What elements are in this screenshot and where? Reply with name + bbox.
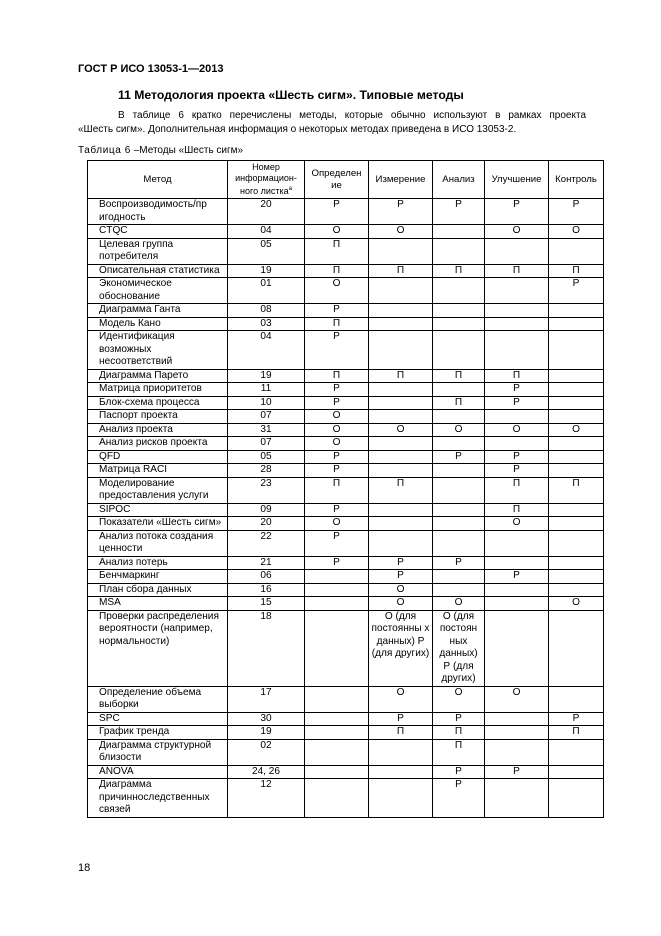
cell-control bbox=[549, 583, 604, 597]
col-header-sheet-number bbox=[228, 161, 305, 199]
cell-improve bbox=[485, 278, 549, 304]
cell-measure bbox=[369, 238, 433, 264]
cell-define bbox=[305, 686, 369, 712]
cell-measure bbox=[369, 464, 433, 478]
cell-method: Диаграмма причинноследственных связей bbox=[88, 779, 228, 818]
cell-analyze bbox=[433, 278, 485, 304]
table-row bbox=[88, 450, 604, 464]
cell-define: Р bbox=[305, 464, 369, 478]
cell-measure bbox=[369, 450, 433, 464]
cell-improve: О bbox=[485, 423, 549, 437]
cell-measure bbox=[369, 765, 433, 779]
cell-analyze: О bbox=[433, 597, 485, 611]
col-header-improve: Улучшение bbox=[485, 161, 549, 199]
table-caption bbox=[78, 145, 243, 156]
table-row bbox=[88, 464, 604, 478]
paragraph-line-1: В таблице 6 кратко перечислены методы, которые обычно используют в рамках проекта bbox=[118, 110, 586, 121]
cell-control bbox=[549, 739, 604, 765]
cell-define bbox=[305, 726, 369, 740]
cell-define: О bbox=[305, 437, 369, 451]
cell-improve: О bbox=[485, 686, 549, 712]
cell-analyze bbox=[433, 304, 485, 318]
cell-sheet-number: 04 bbox=[228, 225, 305, 239]
cell-method: Целевая группа потребителя bbox=[88, 238, 228, 264]
cell-control bbox=[549, 437, 604, 451]
cell-method: Модель Кано bbox=[88, 317, 228, 331]
cell-improve bbox=[485, 437, 549, 451]
footnote-marker: a bbox=[288, 186, 292, 192]
cell-method: План сбора данных bbox=[88, 583, 228, 597]
cell-define: Р bbox=[305, 450, 369, 464]
cell-define bbox=[305, 583, 369, 597]
cell-improve: Р bbox=[485, 199, 549, 225]
cell-sheet-number: 01 bbox=[228, 278, 305, 304]
intro-paragraph bbox=[78, 109, 586, 137]
table-row bbox=[88, 410, 604, 424]
cell-method: Диаграмма Парето bbox=[88, 369, 228, 383]
table-caption-text: –Методы «Шесть сигм» bbox=[130, 145, 244, 156]
cell-define: О bbox=[305, 225, 369, 239]
cell-measure bbox=[369, 503, 433, 517]
cell-define: О bbox=[305, 517, 369, 531]
cell-improve: П bbox=[485, 503, 549, 517]
cell-method: ANOVA bbox=[88, 765, 228, 779]
table-row bbox=[88, 583, 604, 597]
methods-table bbox=[87, 160, 604, 818]
cell-sheet-number: 12 bbox=[228, 779, 305, 818]
cell-measure bbox=[369, 278, 433, 304]
section-title: 11 Методология проекта «Шесть сигм». Типовые методы bbox=[118, 88, 464, 102]
cell-improve bbox=[485, 238, 549, 264]
cell-method: Проверки распределения вероятности (например, нормальности) bbox=[88, 610, 228, 686]
cell-control bbox=[549, 369, 604, 383]
cell-sheet-number: 08 bbox=[228, 304, 305, 318]
cell-improve bbox=[485, 779, 549, 818]
cell-analyze bbox=[433, 583, 485, 597]
cell-define bbox=[305, 570, 369, 584]
cell-method: Воспроизводимость/пр игодность bbox=[88, 199, 228, 225]
cell-analyze: Р bbox=[433, 450, 485, 464]
cell-analyze: О (для постоян ных данных) Р (для других) bbox=[433, 610, 485, 686]
cell-improve bbox=[485, 331, 549, 370]
cell-analyze: П bbox=[433, 369, 485, 383]
cell-analyze bbox=[433, 477, 485, 503]
cell-analyze: П bbox=[433, 264, 485, 278]
cell-method: Описательная статистика bbox=[88, 264, 228, 278]
cell-improve bbox=[485, 726, 549, 740]
cell-measure: О (для постоянны х данных) Р (для других) bbox=[369, 610, 433, 686]
cell-analyze: О bbox=[433, 423, 485, 437]
cell-define: П bbox=[305, 369, 369, 383]
cell-define: П bbox=[305, 317, 369, 331]
cell-define: П bbox=[305, 238, 369, 264]
cell-improve bbox=[485, 410, 549, 424]
cell-method: Определение объема выборки bbox=[88, 686, 228, 712]
cell-method: Показатели «Шесть сигм» bbox=[88, 517, 228, 531]
cell-analyze bbox=[433, 464, 485, 478]
cell-measure: О bbox=[369, 583, 433, 597]
cell-analyze bbox=[433, 410, 485, 424]
cell-define: Р bbox=[305, 304, 369, 318]
cell-method: MSA bbox=[88, 597, 228, 611]
cell-improve: П bbox=[485, 477, 549, 503]
table-row bbox=[88, 597, 604, 611]
cell-sheet-number: 30 bbox=[228, 712, 305, 726]
cell-sheet-number: 02 bbox=[228, 739, 305, 765]
table-row bbox=[88, 317, 604, 331]
cell-analyze bbox=[433, 225, 485, 239]
cell-improve: П bbox=[485, 369, 549, 383]
cell-sheet-number: 19 bbox=[228, 369, 305, 383]
cell-sheet-number: 17 bbox=[228, 686, 305, 712]
cell-analyze bbox=[433, 331, 485, 370]
cell-control: О bbox=[549, 225, 604, 239]
table-row bbox=[88, 199, 604, 225]
cell-sheet-number: 31 bbox=[228, 423, 305, 437]
cell-analyze bbox=[433, 530, 485, 556]
table-row bbox=[88, 610, 604, 686]
cell-method: Паспорт проекта bbox=[88, 410, 228, 424]
col-header-sheet-number-text: Номер информацион-ного листка bbox=[235, 162, 297, 196]
cell-analyze: П bbox=[433, 726, 485, 740]
table-row bbox=[88, 556, 604, 570]
cell-define: О bbox=[305, 278, 369, 304]
table-row bbox=[88, 517, 604, 531]
table-row bbox=[88, 264, 604, 278]
cell-method: Экономическое обоснование bbox=[88, 278, 228, 304]
cell-improve bbox=[485, 739, 549, 765]
table-row bbox=[88, 331, 604, 370]
cell-sheet-number: 28 bbox=[228, 464, 305, 478]
cell-measure bbox=[369, 530, 433, 556]
cell-method: Бенчмаркинг bbox=[88, 570, 228, 584]
cell-measure: Р bbox=[369, 712, 433, 726]
cell-define bbox=[305, 610, 369, 686]
cell-method: Матрица RACI bbox=[88, 464, 228, 478]
cell-define: Р bbox=[305, 503, 369, 517]
cell-analyze: О bbox=[433, 686, 485, 712]
cell-measure: О bbox=[369, 686, 433, 712]
cell-measure: П bbox=[369, 264, 433, 278]
table-row bbox=[88, 686, 604, 712]
cell-improve: О bbox=[485, 517, 549, 531]
cell-sheet-number: 10 bbox=[228, 396, 305, 410]
cell-improve bbox=[485, 597, 549, 611]
cell-define: О bbox=[305, 410, 369, 424]
cell-measure bbox=[369, 437, 433, 451]
cell-sheet-number: 15 bbox=[228, 597, 305, 611]
table-row bbox=[88, 530, 604, 556]
cell-measure bbox=[369, 779, 433, 818]
table-body bbox=[88, 199, 604, 818]
col-header-measure: Измерение bbox=[369, 161, 433, 199]
table-row bbox=[88, 383, 604, 397]
table-row bbox=[88, 225, 604, 239]
cell-define: П bbox=[305, 264, 369, 278]
cell-analyze: Р bbox=[433, 712, 485, 726]
cell-define: Р bbox=[305, 530, 369, 556]
cell-control bbox=[549, 503, 604, 517]
cell-method: Моделирование предоставления услуги bbox=[88, 477, 228, 503]
cell-control bbox=[549, 410, 604, 424]
cell-control: П bbox=[549, 477, 604, 503]
page-number: 18 bbox=[78, 862, 91, 874]
cell-measure bbox=[369, 331, 433, 370]
cell-method: Диаграмма Ганта bbox=[88, 304, 228, 318]
cell-define bbox=[305, 739, 369, 765]
document-header: ГОСТ Р ИСО 13053-1—2013 bbox=[78, 63, 224, 75]
cell-sheet-number: 18 bbox=[228, 610, 305, 686]
cell-control bbox=[549, 331, 604, 370]
table-row bbox=[88, 503, 604, 517]
cell-improve bbox=[485, 317, 549, 331]
table-row bbox=[88, 278, 604, 304]
table-row bbox=[88, 369, 604, 383]
table-row bbox=[88, 779, 604, 818]
table-row bbox=[88, 423, 604, 437]
cell-control bbox=[549, 450, 604, 464]
cell-sheet-number: 07 bbox=[228, 437, 305, 451]
cell-define: О bbox=[305, 423, 369, 437]
cell-method: График тренда bbox=[88, 726, 228, 740]
table-header-row bbox=[88, 161, 604, 199]
cell-sheet-number: 03 bbox=[228, 317, 305, 331]
cell-improve bbox=[485, 610, 549, 686]
cell-define bbox=[305, 779, 369, 818]
cell-sheet-number: 20 bbox=[228, 517, 305, 531]
cell-define bbox=[305, 765, 369, 779]
cell-sheet-number: 16 bbox=[228, 583, 305, 597]
cell-improve bbox=[485, 304, 549, 318]
cell-control bbox=[549, 317, 604, 331]
cell-analyze bbox=[433, 570, 485, 584]
cell-sheet-number: 23 bbox=[228, 477, 305, 503]
cell-improve bbox=[485, 583, 549, 597]
cell-measure: П bbox=[369, 369, 433, 383]
cell-measure: П bbox=[369, 477, 433, 503]
cell-improve: Р bbox=[485, 570, 549, 584]
cell-define: Р bbox=[305, 331, 369, 370]
cell-sheet-number: 06 bbox=[228, 570, 305, 584]
cell-sheet-number: 04 bbox=[228, 331, 305, 370]
cell-sheet-number: 07 bbox=[228, 410, 305, 424]
table-caption-label: Таблица 6 bbox=[78, 145, 131, 156]
cell-measure bbox=[369, 317, 433, 331]
cell-method: Матрица приоритетов bbox=[88, 383, 228, 397]
cell-sheet-number: 05 bbox=[228, 238, 305, 264]
cell-improve bbox=[485, 556, 549, 570]
cell-define bbox=[305, 712, 369, 726]
cell-define: Р bbox=[305, 556, 369, 570]
cell-measure bbox=[369, 517, 433, 531]
table-row bbox=[88, 765, 604, 779]
cell-method: CTQC bbox=[88, 225, 228, 239]
cell-control: П bbox=[549, 726, 604, 740]
cell-measure bbox=[369, 739, 433, 765]
cell-control bbox=[549, 686, 604, 712]
cell-method: Анализ потерь bbox=[88, 556, 228, 570]
cell-sheet-number: 11 bbox=[228, 383, 305, 397]
cell-control: О bbox=[549, 597, 604, 611]
cell-analyze: Р bbox=[433, 765, 485, 779]
cell-analyze bbox=[433, 383, 485, 397]
cell-control: Р bbox=[549, 199, 604, 225]
table-row bbox=[88, 304, 604, 318]
cell-control bbox=[549, 610, 604, 686]
cell-method: Диаграмма структурной близости bbox=[88, 739, 228, 765]
cell-method: Блок-схема процесса bbox=[88, 396, 228, 410]
cell-sheet-number: 21 bbox=[228, 556, 305, 570]
table-row bbox=[88, 726, 604, 740]
cell-control bbox=[549, 464, 604, 478]
table-row bbox=[88, 437, 604, 451]
cell-analyze bbox=[433, 317, 485, 331]
cell-improve: Р bbox=[485, 450, 549, 464]
cell-method: Анализ рисков проекта bbox=[88, 437, 228, 451]
cell-measure bbox=[369, 410, 433, 424]
col-header-control: Контроль bbox=[549, 161, 604, 199]
cell-measure: П bbox=[369, 726, 433, 740]
cell-improve: Р bbox=[485, 464, 549, 478]
cell-sheet-number: 22 bbox=[228, 530, 305, 556]
cell-method: SPC bbox=[88, 712, 228, 726]
cell-measure bbox=[369, 396, 433, 410]
table-row bbox=[88, 570, 604, 584]
cell-sheet-number: 09 bbox=[228, 503, 305, 517]
cell-measure: О bbox=[369, 423, 433, 437]
col-header-define: Определен ие bbox=[305, 161, 369, 199]
cell-sheet-number: 05 bbox=[228, 450, 305, 464]
cell-sheet-number: 24, 26 bbox=[228, 765, 305, 779]
cell-analyze bbox=[433, 503, 485, 517]
cell-improve bbox=[485, 712, 549, 726]
cell-method: Анализ проекта bbox=[88, 423, 228, 437]
cell-control bbox=[549, 304, 604, 318]
cell-control bbox=[549, 556, 604, 570]
cell-control: О bbox=[549, 423, 604, 437]
cell-improve bbox=[485, 530, 549, 556]
cell-measure: О bbox=[369, 597, 433, 611]
cell-measure bbox=[369, 304, 433, 318]
paragraph-line-2: «Шесть сигм». Дополнительная информация о некоторых методах приведена в ИСО 13053-2. bbox=[78, 124, 517, 135]
cell-control: Р bbox=[549, 712, 604, 726]
cell-define: Р bbox=[305, 396, 369, 410]
cell-control: П bbox=[549, 264, 604, 278]
cell-define: Р bbox=[305, 383, 369, 397]
cell-sheet-number: 19 bbox=[228, 264, 305, 278]
col-header-analyze: Анализ bbox=[433, 161, 485, 199]
table-row bbox=[88, 396, 604, 410]
cell-sheet-number: 19 bbox=[228, 726, 305, 740]
table-row bbox=[88, 712, 604, 726]
cell-measure: Р bbox=[369, 556, 433, 570]
table-row bbox=[88, 238, 604, 264]
table-row bbox=[88, 477, 604, 503]
cell-improve: Р bbox=[485, 765, 549, 779]
cell-control bbox=[549, 238, 604, 264]
cell-improve: О bbox=[485, 225, 549, 239]
cell-sheet-number: 20 bbox=[228, 199, 305, 225]
cell-control bbox=[549, 396, 604, 410]
cell-analyze: Р bbox=[433, 199, 485, 225]
cell-analyze bbox=[433, 437, 485, 451]
table-row bbox=[88, 739, 604, 765]
cell-control bbox=[549, 383, 604, 397]
cell-analyze bbox=[433, 238, 485, 264]
cell-control bbox=[549, 517, 604, 531]
cell-improve: Р bbox=[485, 383, 549, 397]
cell-analyze: Р bbox=[433, 556, 485, 570]
cell-control bbox=[549, 530, 604, 556]
cell-improve: П bbox=[485, 264, 549, 278]
cell-control bbox=[549, 765, 604, 779]
cell-analyze: Р bbox=[433, 779, 485, 818]
col-header-method: Метод bbox=[88, 161, 228, 199]
cell-measure bbox=[369, 383, 433, 397]
cell-method: Анализ потока создания ценности bbox=[88, 530, 228, 556]
cell-analyze bbox=[433, 517, 485, 531]
cell-method: Идентификация возможных несоответствий bbox=[88, 331, 228, 370]
cell-improve: Р bbox=[485, 396, 549, 410]
cell-analyze: П bbox=[433, 396, 485, 410]
cell-define bbox=[305, 597, 369, 611]
cell-method: SIPOC bbox=[88, 503, 228, 517]
cell-analyze: П bbox=[433, 739, 485, 765]
cell-control bbox=[549, 570, 604, 584]
cell-define: П bbox=[305, 477, 369, 503]
cell-measure: Р bbox=[369, 570, 433, 584]
cell-method: QFD bbox=[88, 450, 228, 464]
cell-define: Р bbox=[305, 199, 369, 225]
cell-measure: Р bbox=[369, 199, 433, 225]
cell-control: Р bbox=[549, 278, 604, 304]
cell-control bbox=[549, 779, 604, 818]
cell-measure: О bbox=[369, 225, 433, 239]
